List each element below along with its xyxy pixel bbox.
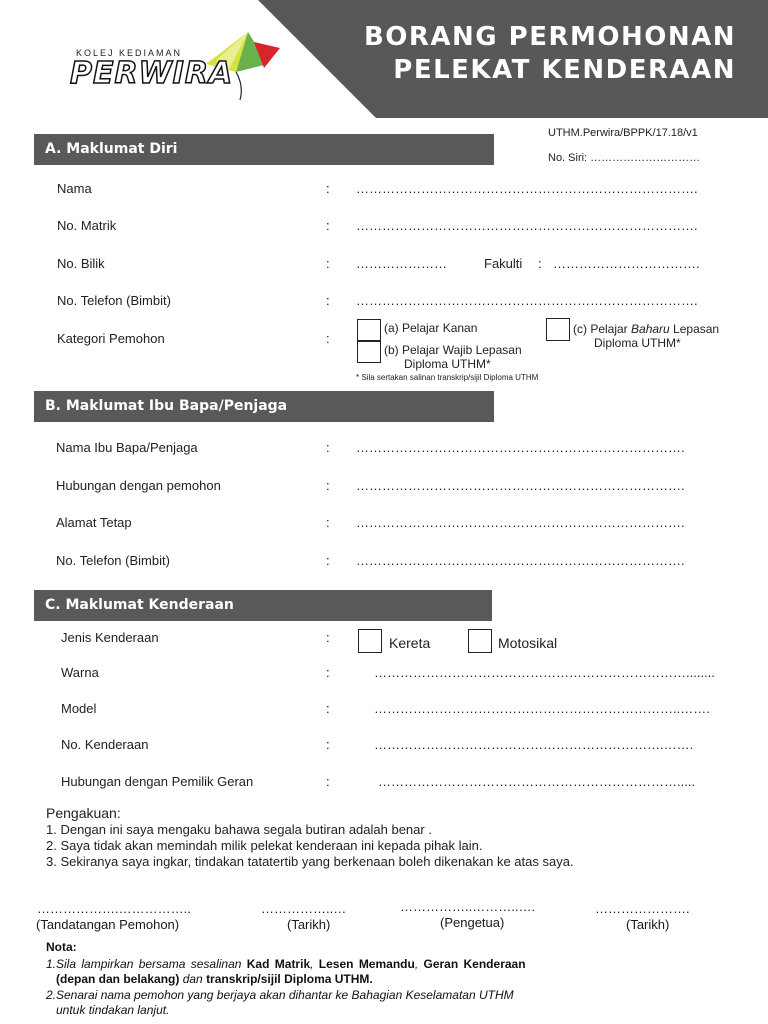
form-title-line1: BORANG PERMOHONAN <box>363 22 736 52</box>
field-label-warna: Warna <box>61 665 99 680</box>
note-1-lesen: Lesen Memandu <box>318 957 415 971</box>
declaration-title: Pengakuan: <box>46 805 121 821</box>
section-a-header: A. Maklumat Diri <box>34 134 494 165</box>
declaration-item-3: 3. Sekiranya saya ingkar, tindakan tatatertib yang berkenaan boleh dikenakan ke atas saya. <box>46 854 574 869</box>
section-b-header: B. Maklumat Ibu Bapa/Penjaga <box>34 391 494 422</box>
colon: : <box>326 630 330 645</box>
colon: : <box>326 553 330 568</box>
logo-subtitle: KOLEJ KEDIAMAN <box>76 48 183 58</box>
category-b-checkbox[interactable] <box>357 341 381 363</box>
alamat-input-line[interactable]: …………………………………………………………………. <box>356 515 685 530</box>
warna-input-line[interactable]: ………………………………………………………………........ <box>374 665 715 680</box>
field-label-hubungan: Hubungan dengan pemohon <box>56 478 221 493</box>
category-b-label: (b) Pelajar Wajib Lepasan <box>384 343 522 357</box>
colon: : <box>326 665 330 680</box>
note-1-text: 1.Sila lampirkan bersama sesalinan <box>46 957 247 971</box>
note-1-depan-belakang: (depan dan belakang) <box>56 972 180 986</box>
field-label-model: Model <box>61 701 97 716</box>
no-kenderaan-input-line[interactable]: ………………………………………………………….……. <box>374 737 694 752</box>
signature-applicant-caption: (Tandatangan Pemohon) <box>36 917 180 932</box>
colon: : <box>326 774 330 789</box>
hubungan-input-line[interactable]: …………………………………………………………………. <box>356 478 685 493</box>
field-label-alamat: Alamat Tetap <box>56 515 132 530</box>
colon: : <box>326 331 330 346</box>
field-label-matrik: No. Matrik <box>57 218 117 233</box>
logo-wordmark: PERWIRA <box>70 56 234 91</box>
pemilik-geran-input-line[interactable]: ……………………………………………………………..... <box>378 774 696 789</box>
field-label-pemilik-geran: Hubungan dengan Pemilik Geran <box>61 774 254 789</box>
principal-date-caption: (Tarikh) <box>626 917 670 932</box>
principal-date-line[interactable]: …………………. <box>595 901 690 916</box>
category-a-label: (a) Pelajar Kanan <box>384 321 478 335</box>
category-c-suffix: Lepasan <box>669 322 720 336</box>
motosikal-checkbox[interactable] <box>468 629 492 653</box>
signature-applicant-line[interactable]: ……………….…………….. <box>37 901 191 916</box>
colon: : <box>326 701 330 716</box>
category-c-label-line2: Diploma UTHM* <box>594 336 681 350</box>
field-label-nama: Nama <box>57 181 92 196</box>
colon: : <box>326 515 330 530</box>
field-label-fakulti: Fakulti <box>484 256 523 271</box>
notes-title: Nota: <box>46 940 77 954</box>
note-1-dan: dan <box>179 972 207 986</box>
note-1-line-1 <box>46 957 694 971</box>
category-c-italic: Baharu <box>631 322 670 336</box>
telefon-penjaga-input-line[interactable]: …………………………………………………………………. <box>356 553 685 568</box>
colon: : <box>326 218 330 233</box>
motosikal-label: Motosikal <box>498 635 558 651</box>
note-1-transkrip: transkrip/sijil Diploma UTHM. <box>206 972 373 986</box>
section-c-header: C. Maklumat Kenderaan <box>34 590 492 621</box>
signature-date-line[interactable]: ……………..… <box>261 901 347 916</box>
signature-principal-line[interactable]: ……………..………..…. <box>400 899 536 914</box>
kereta-label: Kereta <box>389 635 431 651</box>
declaration-item-2: 2. Saya tidak akan memindah milik pelekat kenderaan ini kepada pihak lain. <box>46 838 483 853</box>
category-a-checkbox[interactable] <box>357 319 381 341</box>
note-1-sep: , <box>310 957 319 971</box>
note-1-geran: Geran Kenderaan <box>423 957 526 971</box>
field-label-telefon: No. Telefon (Bimbit) <box>57 293 171 308</box>
category-b-label-line2: Diploma UTHM* <box>404 357 491 371</box>
model-input-line[interactable]: ……………………………………………………………..……. <box>374 701 710 716</box>
note-1-sep: , <box>414 957 424 971</box>
fakulti-input-line[interactable]: ……………………………. <box>553 256 700 271</box>
kereta-checkbox[interactable] <box>358 629 382 653</box>
field-label-jenis-kenderaan: Jenis Kenderaan <box>61 630 159 645</box>
nama-penjaga-input-line[interactable]: …………………………………………………………………. <box>356 440 685 455</box>
colon: : <box>326 293 330 308</box>
note-1-line-2 <box>56 972 373 986</box>
category-c-checkbox[interactable] <box>546 318 570 341</box>
field-label-telefon-penjaga: No. Telefon (Bimbit) <box>56 553 170 568</box>
colon: : <box>326 256 330 271</box>
declaration-item-1: 1. Dengan ini saya mengaku bahawa segala butiran adalah benar . <box>46 822 432 837</box>
colon: : <box>538 256 542 271</box>
signature-date-caption: (Tarikh) <box>287 917 331 932</box>
colon: : <box>326 478 330 493</box>
signature-principal-caption: (Pengetua) <box>440 915 505 930</box>
category-c-label <box>573 322 719 336</box>
bilik-input-line[interactable]: ………………… <box>356 256 447 271</box>
category-c-prefix: (c) Pelajar <box>573 322 632 336</box>
field-label-no-kenderaan: No. Kenderaan <box>61 737 149 752</box>
form-reference-code: UTHM.Perwira/BPPK/17.18/v1 <box>548 127 698 139</box>
form-title-line2: PELEKAT KENDERAAN <box>393 55 736 85</box>
field-label-bilik: No. Bilik <box>57 256 105 271</box>
colon: : <box>326 737 330 752</box>
serial-number-field[interactable]: No. Siri: ………………………… <box>548 152 701 164</box>
note-1-kad-matrik: Kad Matrik <box>246 957 311 971</box>
note-2-line-2: untuk tindakan lanjut. <box>56 1003 170 1017</box>
note-2-line-1: 2.Senarai nama pemohon yang berjaya akan dihantar ke Bahagian Keselamatan UTHM <box>46 988 514 1002</box>
nama-input-line[interactable]: ……………………………………………………………………. <box>356 181 698 196</box>
field-label-nama-penjaga: Nama Ibu Bapa/Penjaga <box>56 440 198 455</box>
colon: : <box>326 181 330 196</box>
telefon-input-line[interactable]: ……………………………………………………………………. <box>356 293 698 308</box>
matrik-input-line[interactable]: ……………………………………………………………………. <box>356 218 698 233</box>
category-footnote: * Sila sertakan salinan transkrip/sijil Diploma UTHM <box>356 373 539 382</box>
field-label-kategori: Kategori Pemohon <box>57 331 165 346</box>
colon: : <box>326 440 330 455</box>
